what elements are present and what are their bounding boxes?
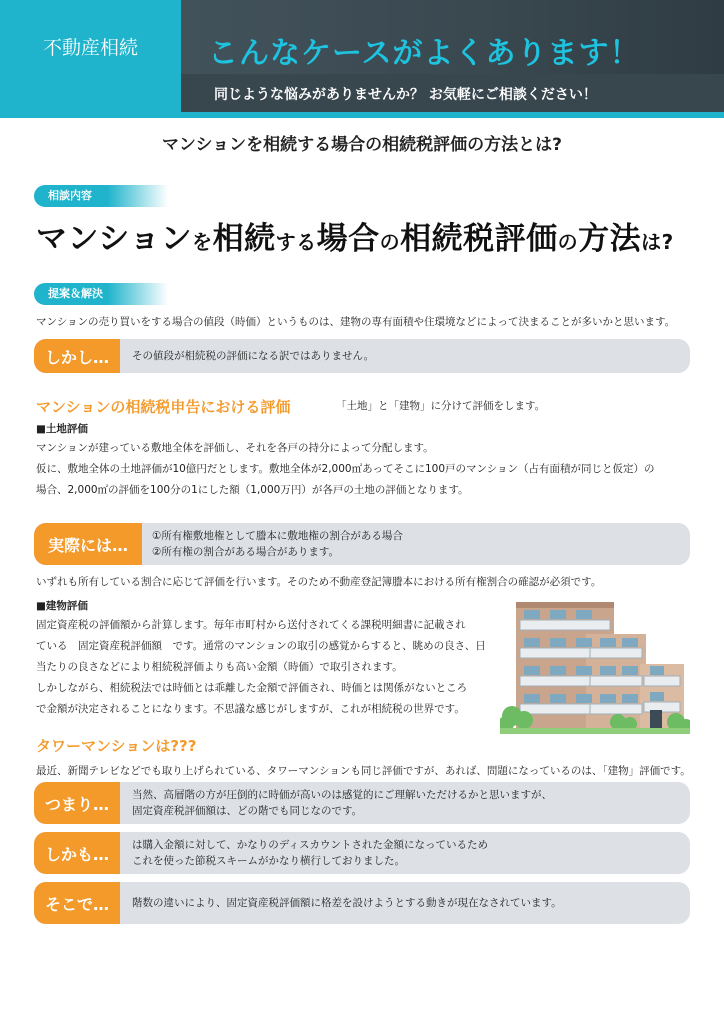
building-line: 当たりの良さなどにより相続税評価よりも高い金額（時価）で取引されます。 <box>36 661 403 673</box>
jissai-label: 実際には… <box>34 523 142 565</box>
title-part: マンション <box>36 221 193 257</box>
sokode-text: 階数の違いにより、固定資産税評価額に格差を設けようとする動きが現在なされています。 <box>132 897 562 909</box>
consult-title <box>36 213 674 258</box>
title-part: は? <box>641 230 674 254</box>
title-part: 相続税評価 <box>400 221 558 257</box>
land-heading: ■土地評価 <box>36 423 88 435</box>
shikamo-label: しかも… <box>34 832 120 874</box>
jissai-bar <box>34 523 690 565</box>
building-line: しかしながら、相続税法では時価とは乖離した金額で評価され、時価とは関係がないところ <box>36 682 468 694</box>
shikashi-text: その値段が相続税の評価になる訳ではありません。 <box>132 350 375 362</box>
land-line: 場合、2,000㎡の評価を100分の1にした額（1,000万円）が各戸の土地の評価となります。 <box>36 484 469 496</box>
tower-text: 最近、新聞テレビなどでも取り上げられている、タワーマンションも同じ評価ですが、あれば、問題になっているのは、「建物」評価です。 <box>36 765 691 777</box>
shikamo-line: は購入金額に対して、かなりのディスカウントされた金額になっているため <box>132 839 488 851</box>
title-part: 場合 <box>316 221 380 257</box>
header-category-panel <box>0 0 181 112</box>
shikashi-label: しかし… <box>34 339 120 373</box>
sokode-label: そこで… <box>34 882 120 924</box>
apartment-building-illustration <box>500 598 690 734</box>
title-part: の <box>379 230 401 254</box>
building-line: 固定資産税の評価額から計算します。毎年市町村から送付されてくる課税明細書に記載され <box>36 619 466 631</box>
building-heading: ■建物評価 <box>36 600 88 612</box>
tsumari-bar <box>34 782 690 824</box>
tsumari-label: つまり… <box>34 782 120 824</box>
sokode-bar <box>34 882 690 924</box>
title-part: する <box>275 230 317 254</box>
page-question: マンションを相続する場合の相続税評価の方法とは? <box>161 135 563 155</box>
tsumari-line: 固定資産税評価額は、どの階でも同じなのです。 <box>132 805 363 817</box>
header-title: こんなケースがよくあります！ <box>208 36 641 71</box>
jissai-line: ①所有権敷地権として謄本に敷地権の割合がある場合 <box>152 530 403 542</box>
proposal-intro: マンションの売り買いをする場合の値段（時価）というものは、建物の専有面積や住環境などによって決まることが多いかと思います。 <box>36 316 676 328</box>
header-divider <box>0 112 724 118</box>
tower-heading: タワーマンションは??? <box>36 737 197 755</box>
title-part: 方法 <box>578 221 642 257</box>
header-subtitle: 同じような悩みがありませんか？ お気軽にご相談ください！ <box>214 87 597 103</box>
title-part: の <box>557 230 579 254</box>
title-part: 相続 <box>212 221 276 257</box>
building-line: ている 固定資産税評価額 です。通常のマンションの取引の感覚からすると、眺めの良さ、日 <box>36 640 486 652</box>
shikamo-bar <box>34 832 690 874</box>
header-category: 不動産相続 <box>42 37 138 59</box>
section-heading-valuation: マンションの相続税申告における評価 <box>36 398 291 416</box>
shikashi-bar <box>34 339 690 373</box>
section-note: 「土地」と「建物」に分けて評価をします。 <box>336 400 546 412</box>
proposal-tag: 提案＆解決 <box>34 283 168 305</box>
building-line: で金額が決定されることになります。不思議な感じがしますが、これが相続税の世界です。 <box>36 703 465 715</box>
title-part: を <box>192 230 213 254</box>
shikamo-line: これを使った節税スキームがかなり横行しておりました。 <box>132 855 405 867</box>
jissai-line: ②所有権の割合がある場合があります。 <box>152 546 340 558</box>
tsumari-line: 当然、高層階の方が圧倒的に時価が高いのは感覚的にご理解いただけるかと思いますが、 <box>132 789 552 801</box>
consult-tag: 相談内容 <box>34 185 168 207</box>
after-jissai-text: いずれも所有している割合に応じて評価を行います。そのため不動産登記簿謄本における所有権割合の確認が必須です。 <box>36 576 602 588</box>
land-line: マンションが建っている敷地全体を評価し、それを各戸の持分によって分配します。 <box>36 442 434 454</box>
land-line: 仮に、敷地全体の土地評価が10億円だとします。敷地全体が2,000㎡あってそこに100戸のマンション（占有面積が同じと仮定）の <box>36 463 655 475</box>
